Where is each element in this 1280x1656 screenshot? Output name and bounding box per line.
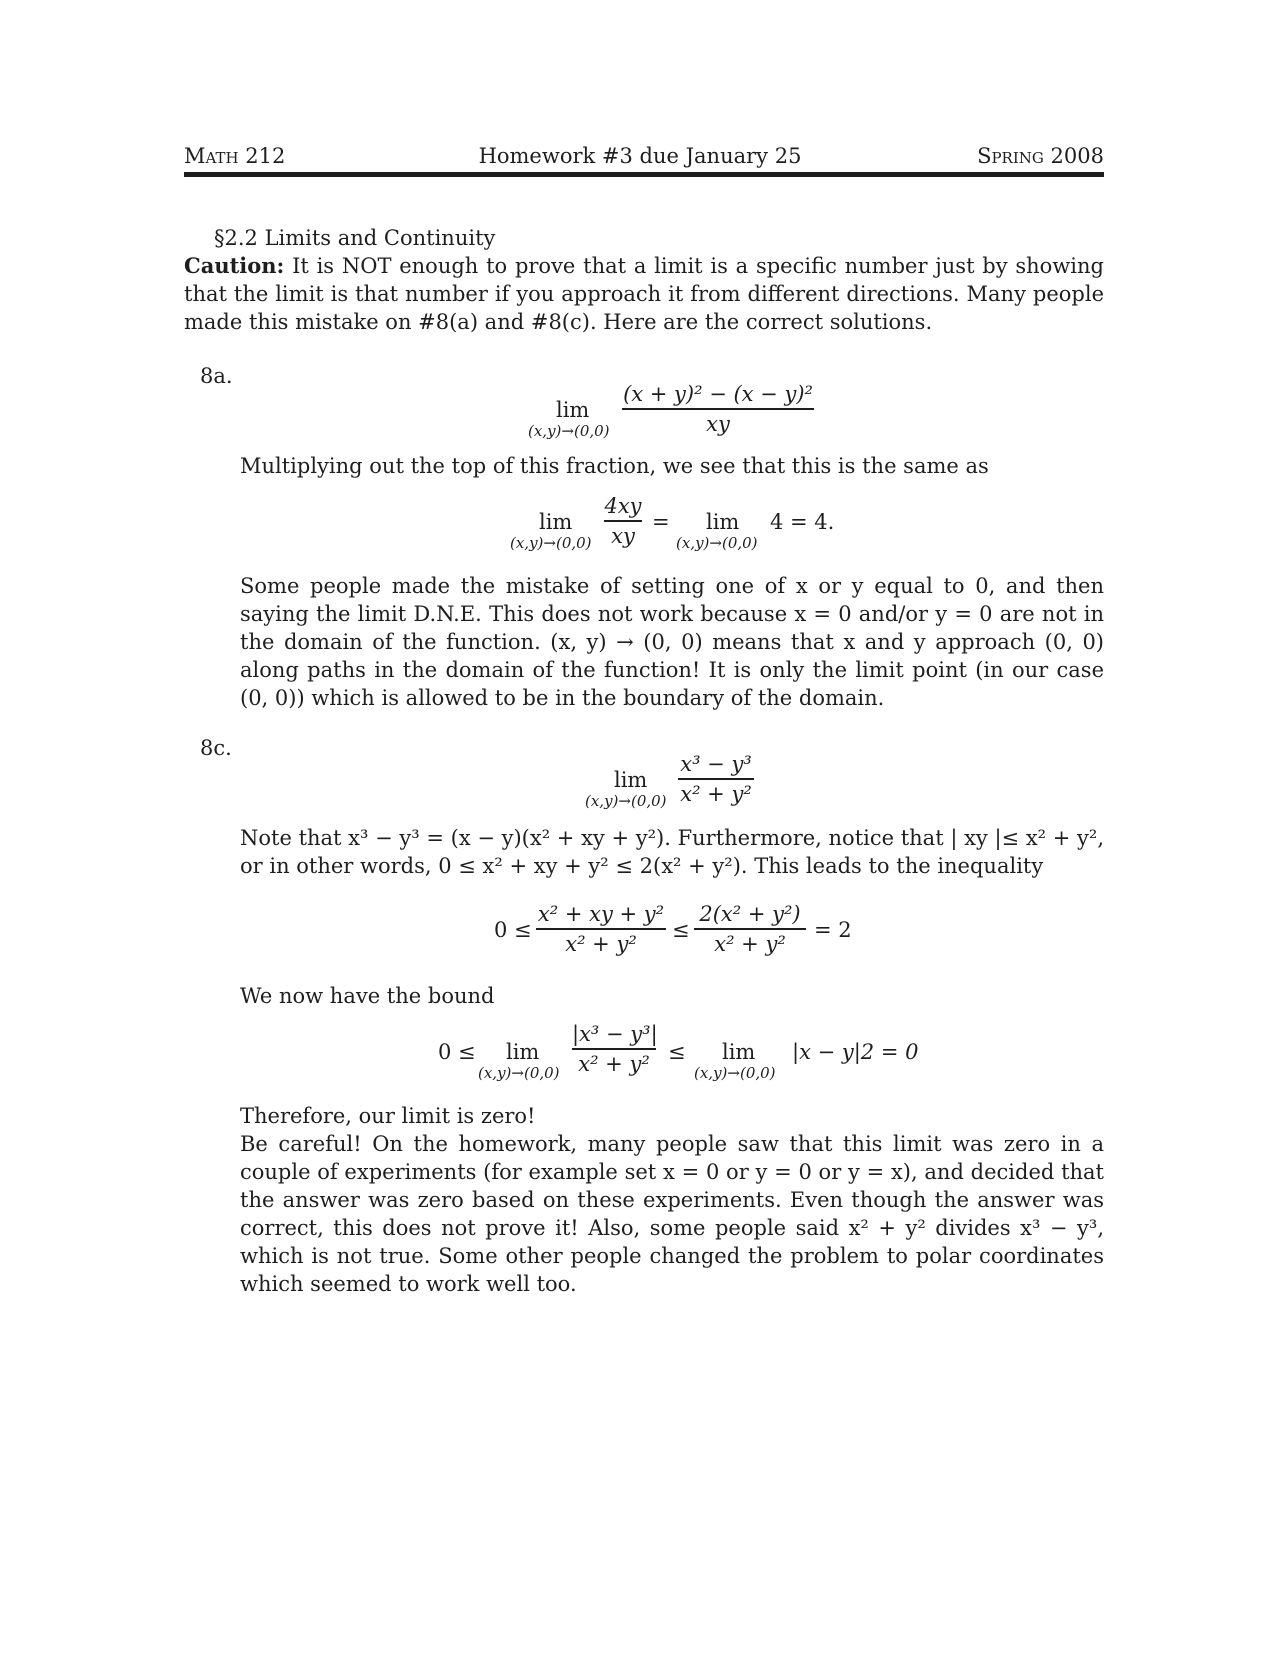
caution-paragraph bbox=[184, 252, 1104, 336]
caution-label: Caution: bbox=[184, 253, 285, 278]
lim-8a: lim bbox=[556, 398, 590, 422]
lim-bound-right: lim bbox=[722, 1040, 756, 1064]
lim-sub-8a: (x,y)→(0,0) bbox=[528, 422, 610, 440]
fraction-8c-numerator: x³ − y³ bbox=[680, 752, 752, 776]
course-name: Math 212 bbox=[184, 144, 286, 168]
explanation-8a: Some people made the mistake of setting one of x or y equal to 0, and then saying the limit D.N.E. This does not work because x = 0 and/or y = 0 are not in the domain of the function. (x, y) → (0, 0) means that x and y approach (0, 0) along paths in the domain of the function! It is only the limit point (in our case (0, 0)) which is allowed to be in the boundary of the domain. bbox=[240, 574, 1104, 710]
bound-fraction bbox=[572, 1022, 656, 1076]
caution-text: It is NOT enough to prove that a limit is a specific number just by showing that the limit is that number if you approach it from different directions. Many people made this mistake on #8(a) and #8(c). Here are the correct solutions. bbox=[184, 254, 1104, 334]
bound-fraction-numerator: |x³ − y³| bbox=[572, 1022, 658, 1046]
fraction-8a-eq-denominator: xy bbox=[611, 523, 635, 548]
lim-sub-bound-right: (x,y)→(0,0) bbox=[694, 1064, 776, 1082]
lim-sub-8a-eq-left: (x,y)→(0,0) bbox=[510, 534, 592, 552]
ineq-fraction-1-numerator: x² + xy + y² bbox=[537, 902, 665, 926]
page-title: Homework #3 due January 25 bbox=[478, 144, 802, 168]
fraction-8a bbox=[622, 382, 814, 436]
fraction-8a-eq bbox=[604, 494, 642, 548]
ineq-fraction-2-bar bbox=[694, 928, 806, 930]
ineq-fraction-1 bbox=[536, 902, 666, 956]
ineq-left: 0 ≤ bbox=[494, 918, 532, 942]
bound-fraction-bar bbox=[572, 1048, 656, 1050]
bound-intro: We now have the bound bbox=[240, 984, 495, 1008]
fraction-8c bbox=[678, 752, 754, 806]
fraction-8a-eq-bar bbox=[604, 520, 642, 522]
ineq-le: ≤ bbox=[672, 918, 690, 942]
term: Spring 2008 bbox=[977, 144, 1104, 168]
ineq-fraction-2-denominator: x² + y² bbox=[714, 931, 786, 956]
fraction-8a-bar bbox=[622, 408, 814, 410]
lim-sub-8a-eq-right: (x,y)→(0,0) bbox=[676, 534, 758, 552]
result-8a: 4 = 4. bbox=[770, 510, 835, 534]
ineq-right: = 2 bbox=[814, 918, 852, 942]
ineq-fraction-1-denominator: x² + y² bbox=[565, 931, 637, 956]
lim-8c: lim bbox=[614, 768, 648, 792]
bound-le: ≤ bbox=[668, 1040, 686, 1064]
ineq-fraction-2 bbox=[694, 902, 806, 956]
conclusion-8c: Therefore, our limit is zero! bbox=[240, 1104, 536, 1128]
warning-8c: Be careful! On the homework, many people saw that this limit was zero in a couple of experiments (for example set x = 0 or y = 0 or y = x), and decided that the answer was zero based on these experiments. Even though the answer was correct, this does not prove it! Also, some people said x² + y² divides x³ − y³, which is not true. Some other people changed the problem to polar coordinates which seemed to work well too. bbox=[240, 1132, 1104, 1296]
bound-right: |x − y|2 = 0 bbox=[792, 1040, 919, 1064]
section-heading: §2.2 Limits and Continuity bbox=[214, 226, 496, 250]
fraction-8a-eq-numerator: 4xy bbox=[604, 494, 642, 518]
lim-bound-left: lim bbox=[506, 1040, 540, 1064]
bound-left: 0 ≤ bbox=[438, 1040, 476, 1064]
problem-label-8c: 8c. bbox=[200, 736, 232, 760]
lim-8a-eq-right: lim bbox=[706, 510, 740, 534]
note-8c: Note that x³ − y³ = (x − y)(x² + xy + y²). Furthermore, notice that | xy |≤ x² + y², or in other words, 0 ≤ x² + xy + y² ≤ 2(x² + y²). This leads to the inequality bbox=[240, 826, 1104, 878]
fraction-8c-bar bbox=[678, 778, 754, 780]
bound-fraction-denominator: x² + y² bbox=[578, 1051, 650, 1076]
fraction-8a-numerator: (x + y)² − (x − y)² bbox=[623, 382, 813, 406]
header-rule bbox=[184, 172, 1104, 177]
equals-8a: = bbox=[652, 510, 670, 534]
lim-8a-eq-left: lim bbox=[539, 510, 573, 534]
ineq-fraction-1-bar bbox=[536, 928, 666, 930]
lim-sub-8c: (x,y)→(0,0) bbox=[585, 792, 667, 810]
problem-label-8a: 8a. bbox=[200, 364, 233, 388]
lim-sub-bound-left: (x,y)→(0,0) bbox=[478, 1064, 560, 1082]
fraction-8c-denominator: x² + y² bbox=[680, 781, 752, 806]
intro-8a: Multiplying out the top of this fraction, we see that this is the same as bbox=[240, 454, 989, 478]
ineq-fraction-2-numerator: 2(x² + y²) bbox=[699, 902, 801, 926]
fraction-8a-denominator: xy bbox=[706, 411, 730, 436]
